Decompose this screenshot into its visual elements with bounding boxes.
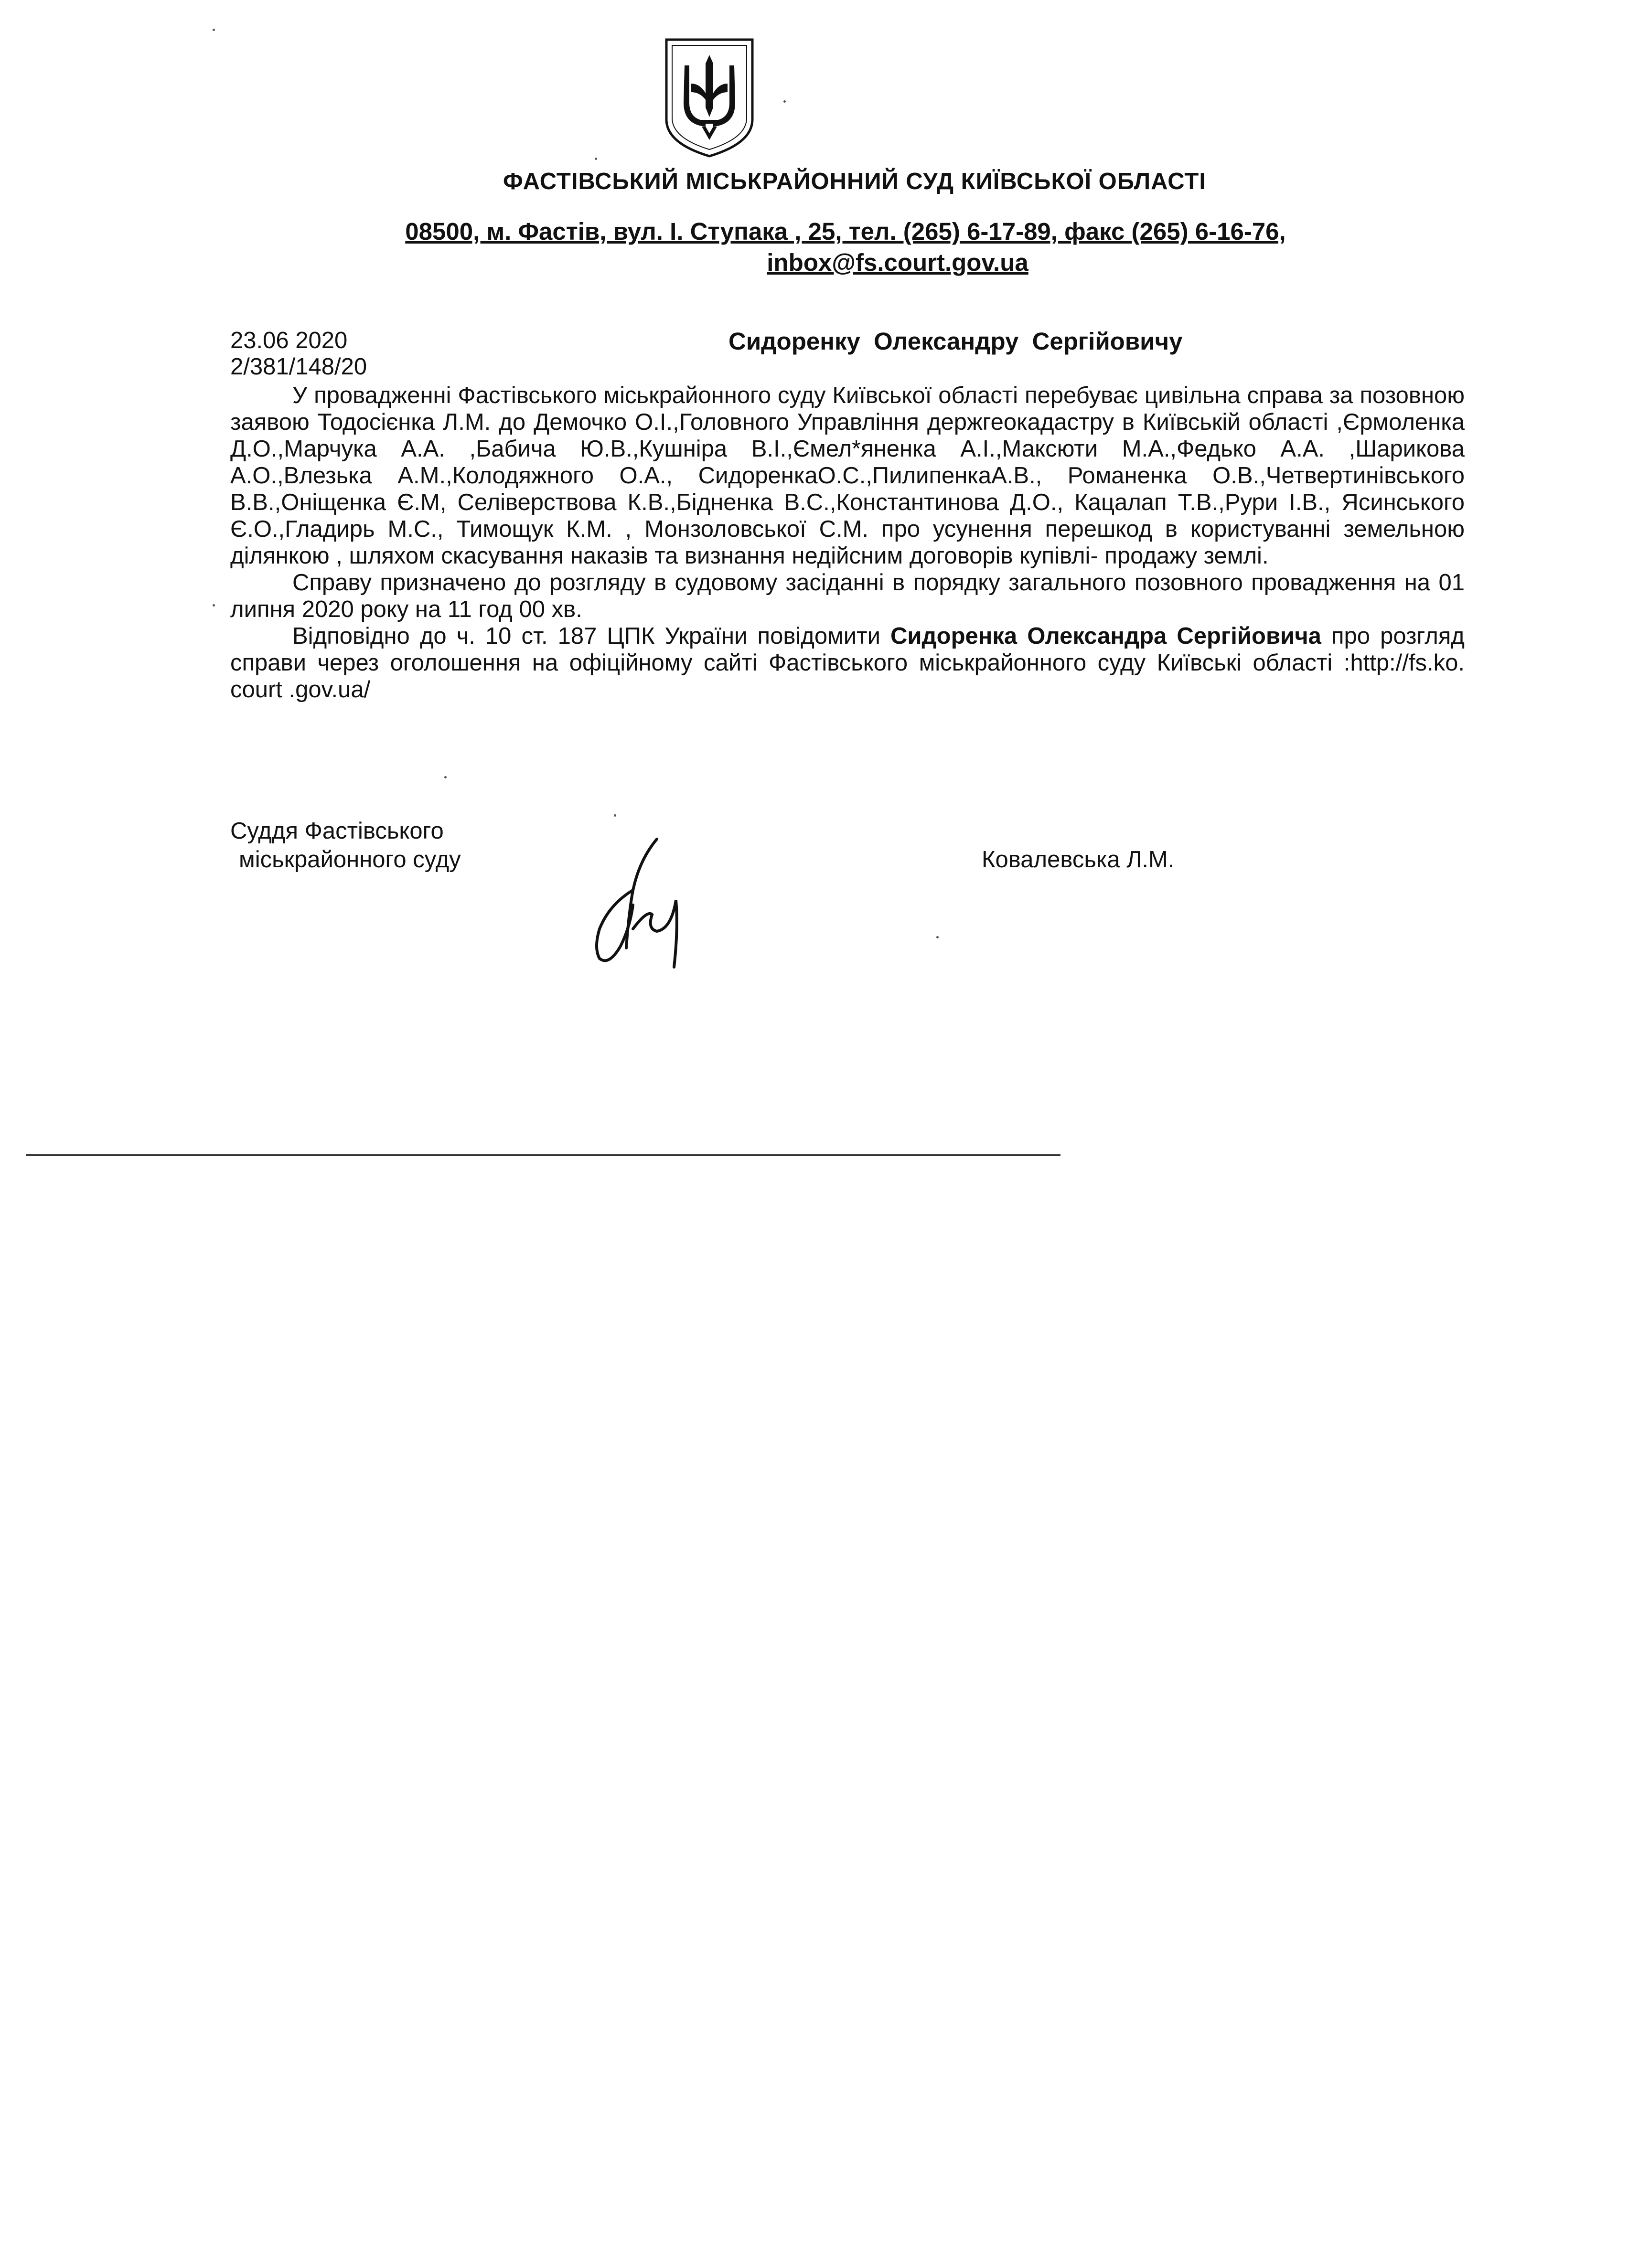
body-paragraph-3-start: Відповідно до ч. 10 ст. 187 ЦПК України повідомити <box>292 623 891 649</box>
scan-speck <box>444 776 447 778</box>
scan-speck <box>213 29 215 31</box>
judge-title-line-2: міськрайонного суду <box>239 847 461 873</box>
scan-speck <box>213 604 215 607</box>
coat-of-arms-trident-icon <box>662 36 757 160</box>
case-number: 2/381/148/20 <box>230 354 367 380</box>
body-paragraph-1: У провадженні Фастівського міськрайонного суду Київської області перебуває цивільна справа за позовною заявою Тодосієнка Л.М. до Демочко О.І.,Головного Управління держгеокадастру в Київській області ,Єрмоленка Д.О.,Марчука А.А. ,Бабича Ю.В.,Кушніра В.І.,Ємел*яненка А.І.,Максюти М.А.,Федько А.А. ,Шарикова А.О.,Влезька А.М.,Колодяжного О.А., СидоренкаО.С.,ПилипенкаА.В., Романенка О.В.,Четвертинівського В.В.,Оніщенка Є.М, Селіверствова К.В.,Бідненка В.С.,Константинова Д.О., Кацалап Т.В.,Рури І.В., Ясинського Є.О.,Гладирь М.С., Тимощук К.М. , Монзоловської С.М. про усунення перешкод в користуванні земельною ділянкою , шляхом скасування наказів та визнання недійсним договорів купівлі- продажу землі. <box>230 383 1465 569</box>
judge-name: Ковалевська Л.М. <box>982 847 1175 873</box>
letter-body <box>230 382 1465 703</box>
horizontal-divider <box>26 1154 1060 1156</box>
body-paragraph-3-end: про розгляд справи через оголошення на офіційному сайті Фастівського міськрайонного суду Київські області :http://fs.ko. court .gov.ua/ <box>230 623 1465 703</box>
document-date: 23.06 2020 <box>230 328 348 353</box>
body-paragraph-2: Справу призначено до розгляду в судовому засіданні в порядку загального позовного провадження на 01 липня 2020 року на 11 год 00 хв. <box>230 570 1465 622</box>
judge-title-line-1: Суддя Фастівського <box>230 818 444 844</box>
court-name-heading: ФАСТІВСЬКИЙ МІСЬКРАЙОННИЙ СУД КИЇВСЬКОЇ ОБЛАСТІ <box>503 169 1206 194</box>
scan-speck <box>595 158 597 160</box>
court-address: 08500, м. Фастів, вул. І. Ступака , 25, тел. (265) 6-17-89, факс (265) 6-16-76, <box>405 218 1286 245</box>
scan-speck <box>783 100 786 103</box>
handwritten-signature <box>580 833 690 972</box>
court-email: inbox@fs.court.gov.ua <box>767 249 1028 276</box>
notified-person-name: Сидоренка Олександра Сергійовича <box>890 623 1321 649</box>
scan-speck <box>936 936 939 938</box>
addressee-name: Сидоренку Олександру Сергійовичу <box>728 328 1183 355</box>
scan-speck <box>614 814 616 817</box>
body-paragraph-3 <box>230 623 1465 703</box>
